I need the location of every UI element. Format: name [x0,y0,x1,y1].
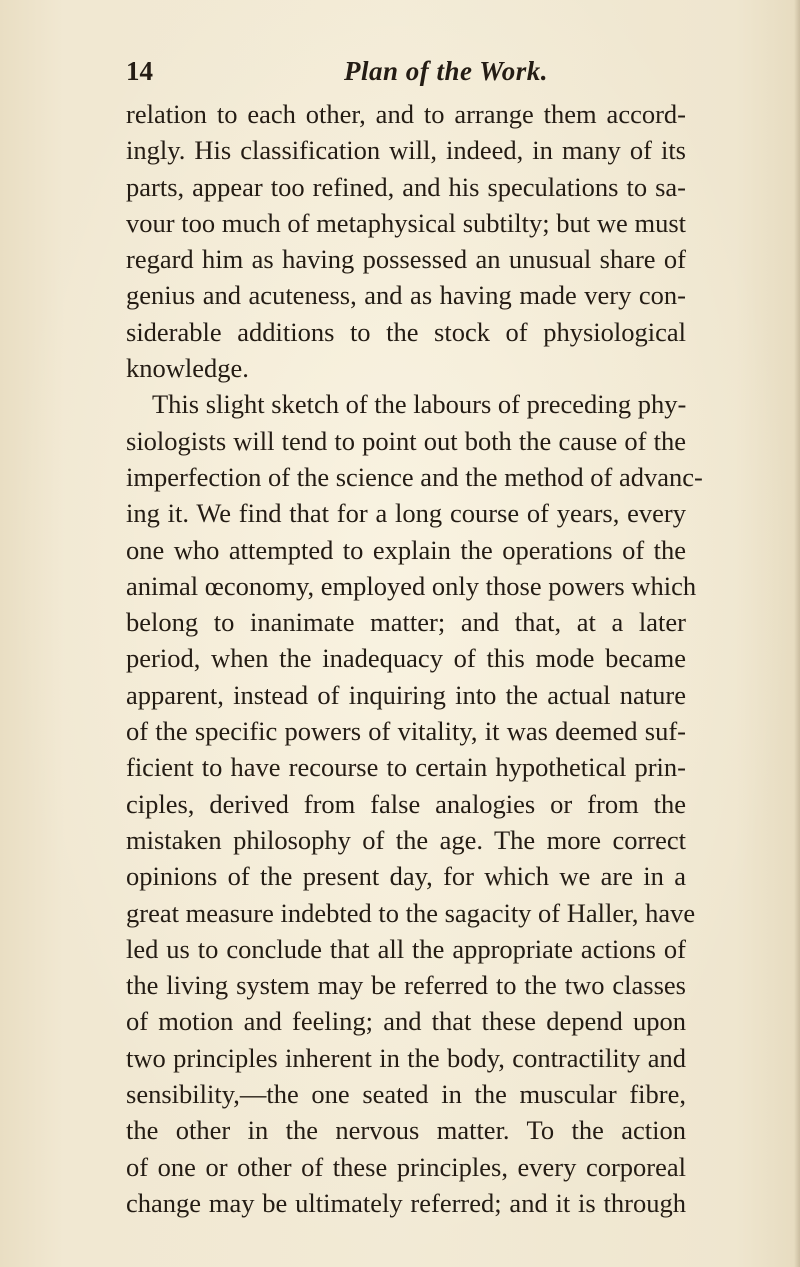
text-line: sensibility,—the one seated in the muscular fibre, [126,1079,686,1110]
text-line: knowledge. [126,353,249,384]
text-line: ficient to have recourse to certain hypothetical prin- [126,752,686,783]
text-line: opinions of the present day, for which we are in a [126,861,686,892]
text-line: ingly. His classification will, indeed, in many of its [126,135,686,166]
text-line: mistaken philosophy of the age. The more correct [126,824,686,855]
text-line: siderable additions to the stock of physiological [126,316,686,347]
text-line: period, when the inadequacy of this mode became [126,643,686,674]
text-line: animal œconomy, employed only those powers which [126,570,697,601]
text-line: vour too much of metaphysical subtilty; but we must [126,207,686,238]
body-text [126,96,703,1221]
text-line: ciples, derived from false analogies or from the [126,788,686,819]
text-line: regard him as having possessed an unusual share of [126,244,686,275]
running-title: Plan of the Work. [344,56,549,86]
text-line: two principles inherent in the body, contractility and [126,1042,686,1073]
text-line: This slight sketch of the labours of preceding phy- [152,389,687,420]
text-line: genius and acuteness, and as having made very con- [126,280,686,311]
text-line: apparent, instead of inquiring into the actual nature [126,679,686,710]
text-line: the other in the nervous matter. To the action [126,1115,686,1146]
text-line: led us to conclude that all the appropriate actions of [126,933,686,964]
page-header [126,56,686,92]
text-line: great measure indebted to the sagacity of Haller, have [126,897,696,928]
text-line: siologists will tend to point out both the cause of the [126,425,686,456]
text-line: change may be ultimately referred; and it is through [126,1187,686,1218]
text-line: relation to each other, and to arrange them accord- [126,99,686,129]
text-line: of motion and feeling; and that these depend upon [126,1006,686,1037]
text-line: of one or other of these principles, every corporeal [126,1151,686,1182]
page-edge-shadow [794,0,800,1267]
text-line: the living system may be referred to the two classes [126,970,686,1001]
text-line: ing it. We find that for a long course of years, every [126,498,686,529]
text-line: belong to inanimate matter; and that, at a later [126,607,686,638]
text-line: one who attempted to explain the operations of the [126,534,686,565]
text-line: parts, appear too refined, and his speculations to sa- [126,171,686,202]
page-number: 14 [126,56,153,86]
text-line: of the specific powers of vitality, it was deemed suf- [126,716,686,747]
text-line: imperfection of the science and the method of advanc- [126,461,703,492]
